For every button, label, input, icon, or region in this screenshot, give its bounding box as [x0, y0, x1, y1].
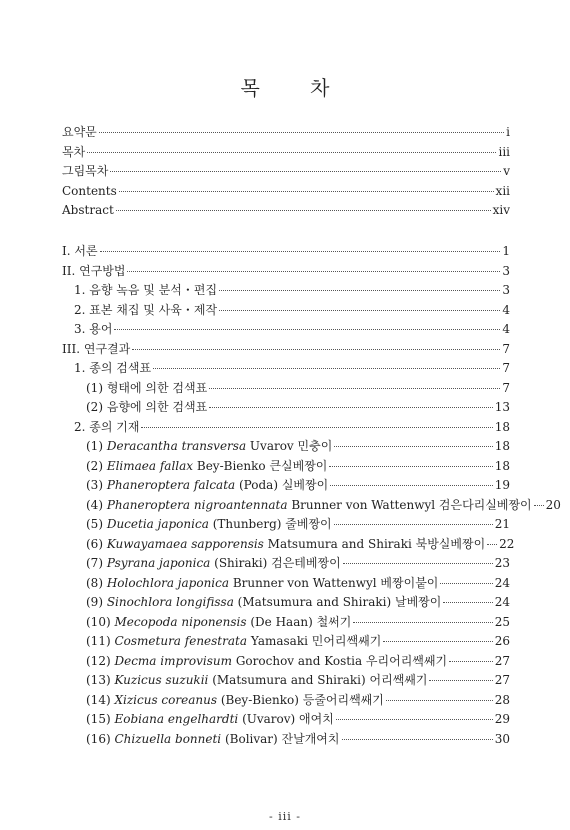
- toc-leader-dots: [110, 167, 501, 172]
- toc-entry-label: 2. 종의 기재: [74, 419, 140, 434]
- toc-entry-label: [86, 496, 532, 516]
- toc-entry-page: 13: [494, 400, 510, 414]
- toc-entry-page: 18: [494, 439, 510, 453]
- toc-entry-number: (11): [86, 634, 111, 648]
- toc-entry: [62, 476, 510, 496]
- toc-entry-page: 1: [502, 244, 510, 258]
- toc-entry: [62, 359, 510, 379]
- toc-entry: [62, 457, 510, 477]
- toc-entry-page: 7: [502, 341, 510, 356]
- toc-entry-label: [86, 515, 332, 535]
- toc-entry-label: [86, 554, 341, 574]
- toc-entry-label: (1) 형태에 의한 검색표: [86, 380, 208, 395]
- toc-entry-scientific-name: Psyrana japonica: [106, 556, 211, 570]
- toc-leader-dots: [342, 735, 493, 740]
- toc-entry-label: [86, 691, 384, 711]
- toc-entry-page: 30: [494, 731, 510, 746]
- toc-entry-author-common-name: (Matsumura and Shiraki) 어리쌕쌔기: [212, 673, 428, 687]
- toc-entry-scientific-name: Deracantha transversa: [106, 439, 247, 453]
- toc-entry-scientific-name: Eobiana engelhardti: [114, 712, 239, 726]
- toc-entry-page: 19: [494, 478, 510, 492]
- toc-leader-dots: [449, 657, 493, 662]
- toc-entry-page: 24: [494, 575, 510, 590]
- toc-entry-scientific-name: Ducetia japonica: [106, 517, 209, 531]
- toc-entry-label: 요약문: [62, 125, 97, 139]
- toc-entry-page: 4: [502, 302, 510, 317]
- toc-entry-label: [86, 535, 485, 555]
- toc-entry-author-common-name: Matsumura and Shiraki 북방실베짱이: [267, 536, 486, 551]
- toc-entry-page: xiv: [492, 203, 510, 217]
- toc-leader-dots: [127, 267, 500, 272]
- toc-entry-number: (12): [86, 653, 111, 668]
- toc-entry-page: i: [506, 125, 510, 139]
- toc-entry-number: (6): [86, 536, 103, 551]
- toc-entry: [62, 418, 510, 438]
- toc-entry-number: (4): [86, 497, 103, 512]
- toc-leader-dots: [383, 637, 492, 642]
- toc-entry-label: Contents: [62, 183, 117, 198]
- toc-entry: [62, 496, 561, 516]
- toc-leader-dots: [534, 501, 544, 506]
- toc-entry-scientific-name: Mecopoda niponensis: [114, 614, 247, 629]
- toc-entry-page: 7: [502, 361, 510, 375]
- toc-entry-author-common-name: (Poda) 실베짱이: [239, 478, 329, 492]
- toc-entry-label: III. 연구결과: [62, 341, 131, 356]
- toc-entry-page: 29: [494, 712, 510, 726]
- toc-leader-dots: [343, 559, 493, 564]
- toc-entry-page: 18: [494, 458, 510, 473]
- toc-entry-page: 23: [494, 556, 510, 570]
- toc-entry: [62, 652, 510, 672]
- toc-entry-label: [86, 457, 327, 477]
- toc-entry-page: 27: [494, 673, 510, 687]
- toc-leader-dots: [353, 618, 492, 623]
- toc-entry-label: 2. 표본 채집 및 사육・제작: [74, 302, 218, 317]
- toc-entry-scientific-name: Chizuella bonneti: [114, 731, 222, 746]
- toc-entry: [62, 143, 510, 163]
- toc-entry-scientific-name: Holochlora japonica: [106, 575, 230, 590]
- toc-entry: [62, 671, 510, 691]
- toc-entry-page: 3: [502, 263, 510, 278]
- toc-entry-label: [86, 632, 381, 652]
- toc-entry-number: (13): [86, 673, 111, 687]
- toc-entry-scientific-name: Decma improvisum: [114, 653, 233, 668]
- toc-entry: [62, 535, 515, 555]
- toc-entry-page: 7: [502, 380, 510, 395]
- toc-leader-dots: [209, 384, 500, 389]
- toc-leader-dots: [334, 520, 493, 525]
- toc-entry-scientific-name: Cosmetura fenestrata: [114, 634, 247, 648]
- toc-entry-label: [86, 671, 427, 691]
- toc-entry: [62, 320, 510, 340]
- toc-entry-number: (7): [86, 556, 103, 570]
- toc-entry-number: (9): [86, 595, 103, 609]
- toc-leader-dots: [100, 247, 501, 252]
- toc-entry: [62, 340, 510, 360]
- toc-entry: [62, 398, 510, 418]
- toc-leader-dots: [443, 598, 492, 603]
- toc-entry: [62, 730, 510, 750]
- toc-entry: [62, 437, 510, 457]
- toc-leader-dots: [153, 364, 500, 369]
- toc-entry-label: Abstract: [62, 203, 114, 217]
- toc-entry-label: (2) 음향에 의한 검색표: [86, 400, 208, 414]
- toc-leader-dots: [336, 715, 493, 720]
- toc-main: [62, 242, 561, 749]
- page-title: 목 차: [240, 76, 352, 100]
- toc-front-matter: [62, 123, 510, 221]
- toc-entry-label: II. 연구방법: [62, 263, 126, 278]
- page-number-footer: - iii -: [269, 810, 301, 823]
- toc-entry: [62, 379, 510, 399]
- toc-entry-label: [86, 613, 351, 633]
- toc-entry-label: [86, 730, 340, 750]
- toc-entry-author-common-name: (Uvarov) 애여치: [242, 712, 334, 726]
- toc-entry: [62, 281, 510, 301]
- toc-entry-page: 20: [545, 497, 561, 512]
- toc-entry: [62, 301, 510, 321]
- toc-entry-scientific-name: Sinochlora longifissa: [106, 595, 234, 609]
- toc-entry: [62, 123, 510, 143]
- toc-entry-number: (1): [86, 439, 103, 453]
- toc-entry: [62, 691, 510, 711]
- toc-leader-dots: [334, 442, 492, 447]
- toc-entry-label: [86, 574, 438, 594]
- toc-leader-dots: [440, 579, 492, 584]
- toc-entry-label: [86, 437, 332, 457]
- toc-entry-page: 25: [494, 614, 510, 629]
- toc-entry: [62, 201, 510, 221]
- toc-entry-author-common-name: Brunner von Wattenwyl 검은다리실베짱이: [291, 497, 532, 512]
- toc-entry-author-common-name: Brunner von Wattenwyl 베짱이붙이: [232, 575, 439, 590]
- toc-entry-scientific-name: Kuwayamaea sapporensis: [106, 536, 264, 551]
- toc-leader-dots: [119, 187, 494, 192]
- toc-leader-dots: [219, 286, 500, 291]
- toc-leader-dots: [114, 325, 500, 330]
- toc-entry-label: 그림목차: [62, 164, 109, 178]
- toc-entry: [62, 574, 510, 594]
- toc-entry-author-common-name: (Bolivar) 잔날개여치: [224, 731, 340, 746]
- toc-leader-dots: [99, 128, 504, 133]
- toc-leader-dots: [330, 481, 493, 486]
- toc-entry-scientific-name: Phaneroptera nigroantennata: [106, 497, 288, 512]
- toc-entry: [62, 613, 510, 633]
- toc-entry-label: [86, 652, 447, 672]
- toc-entry-author-common-name: (De Haan) 철써기: [250, 614, 352, 629]
- toc-entry: [62, 710, 510, 730]
- toc-leader-dots: [487, 540, 497, 545]
- toc-entry-label: I. 서론: [62, 244, 98, 258]
- toc-leader-dots: [116, 206, 491, 211]
- toc-entry: [62, 632, 510, 652]
- toc-entry-number: (10): [86, 614, 111, 629]
- toc-entry-number: (3): [86, 478, 103, 492]
- toc-entry-author-common-name: (Bey-Bienko) 등줄어리쌕쌔기: [220, 692, 384, 707]
- toc-entry-author-common-name: Gorochov and Kostia 우리어리쌕쌔기: [235, 653, 448, 668]
- toc-entry: [62, 242, 510, 262]
- toc-entry: [62, 593, 510, 613]
- toc-entry-author-common-name: Yamasaki 민어리쌕쌔기: [250, 634, 382, 648]
- toc-entry-page: xii: [495, 183, 510, 198]
- toc-entry-page: v: [503, 164, 510, 178]
- toc-entry-label: [86, 476, 328, 496]
- toc-leader-dots: [209, 403, 493, 408]
- toc-leader-dots: [429, 676, 492, 681]
- toc-entry-page: 4: [502, 322, 510, 336]
- toc-entry-scientific-name: Kuzicus suzukii: [114, 673, 209, 687]
- toc-entry-author-common-name: (Matsumura and Shiraki) 날베짱이: [237, 595, 442, 609]
- toc-leader-dots: [329, 462, 492, 467]
- toc-entry-number: (15): [86, 712, 111, 726]
- toc-entry-author-common-name: Uvarov 민충이: [249, 439, 333, 453]
- toc-entry-page: 21: [494, 517, 510, 531]
- toc-entry: [62, 162, 510, 182]
- toc-leader-dots: [141, 423, 492, 428]
- toc-entry-page: 26: [494, 634, 510, 648]
- toc-entry-label: 3. 용어: [74, 322, 113, 336]
- toc-entry-author-common-name: (Thunberg) 줄베짱이: [212, 517, 332, 531]
- toc-entry-number: (14): [86, 692, 111, 707]
- toc-entry-page: 28: [494, 692, 510, 707]
- toc-entry-page: 3: [502, 283, 510, 297]
- toc-entry-page: 22: [499, 536, 515, 551]
- toc-leader-dots: [219, 306, 500, 311]
- toc-entry-number: (5): [86, 517, 103, 531]
- toc-entry: [62, 515, 510, 535]
- toc-leader-dots: [386, 696, 493, 701]
- toc-entry-label: 1. 음향 녹음 및 분석・편집: [74, 283, 218, 297]
- toc-entry: [62, 554, 510, 574]
- toc-entry-label: 1. 종의 검색표: [74, 361, 152, 375]
- toc-entry: [62, 182, 510, 202]
- toc-entry-label: [86, 593, 441, 613]
- toc-entry-number: (16): [86, 731, 111, 746]
- toc-entry-author-common-name: Bey-Bienko 큰실베짱이: [196, 458, 328, 473]
- toc-entry-page: iii: [498, 144, 510, 159]
- toc-entry-scientific-name: Elimaea fallax: [106, 458, 194, 473]
- toc-leader-dots: [87, 148, 496, 153]
- toc-entry-scientific-name: Xizicus coreanus: [114, 692, 217, 707]
- toc-entry-author-common-name: (Shiraki) 검은테베짱이: [214, 556, 341, 570]
- toc-entry-label: [86, 710, 334, 730]
- toc-entry-scientific-name: Phaneroptera falcata: [106, 478, 236, 492]
- toc-entry-number: (2): [86, 458, 103, 473]
- toc-entry-label: 목차: [62, 144, 86, 159]
- toc-entry-page: 24: [494, 595, 510, 609]
- toc-entry-page: 18: [494, 419, 510, 434]
- toc-entry-number: (8): [86, 575, 103, 590]
- toc-entry: [62, 262, 510, 282]
- toc-leader-dots: [132, 345, 500, 350]
- toc-entry-page: 27: [494, 653, 510, 668]
